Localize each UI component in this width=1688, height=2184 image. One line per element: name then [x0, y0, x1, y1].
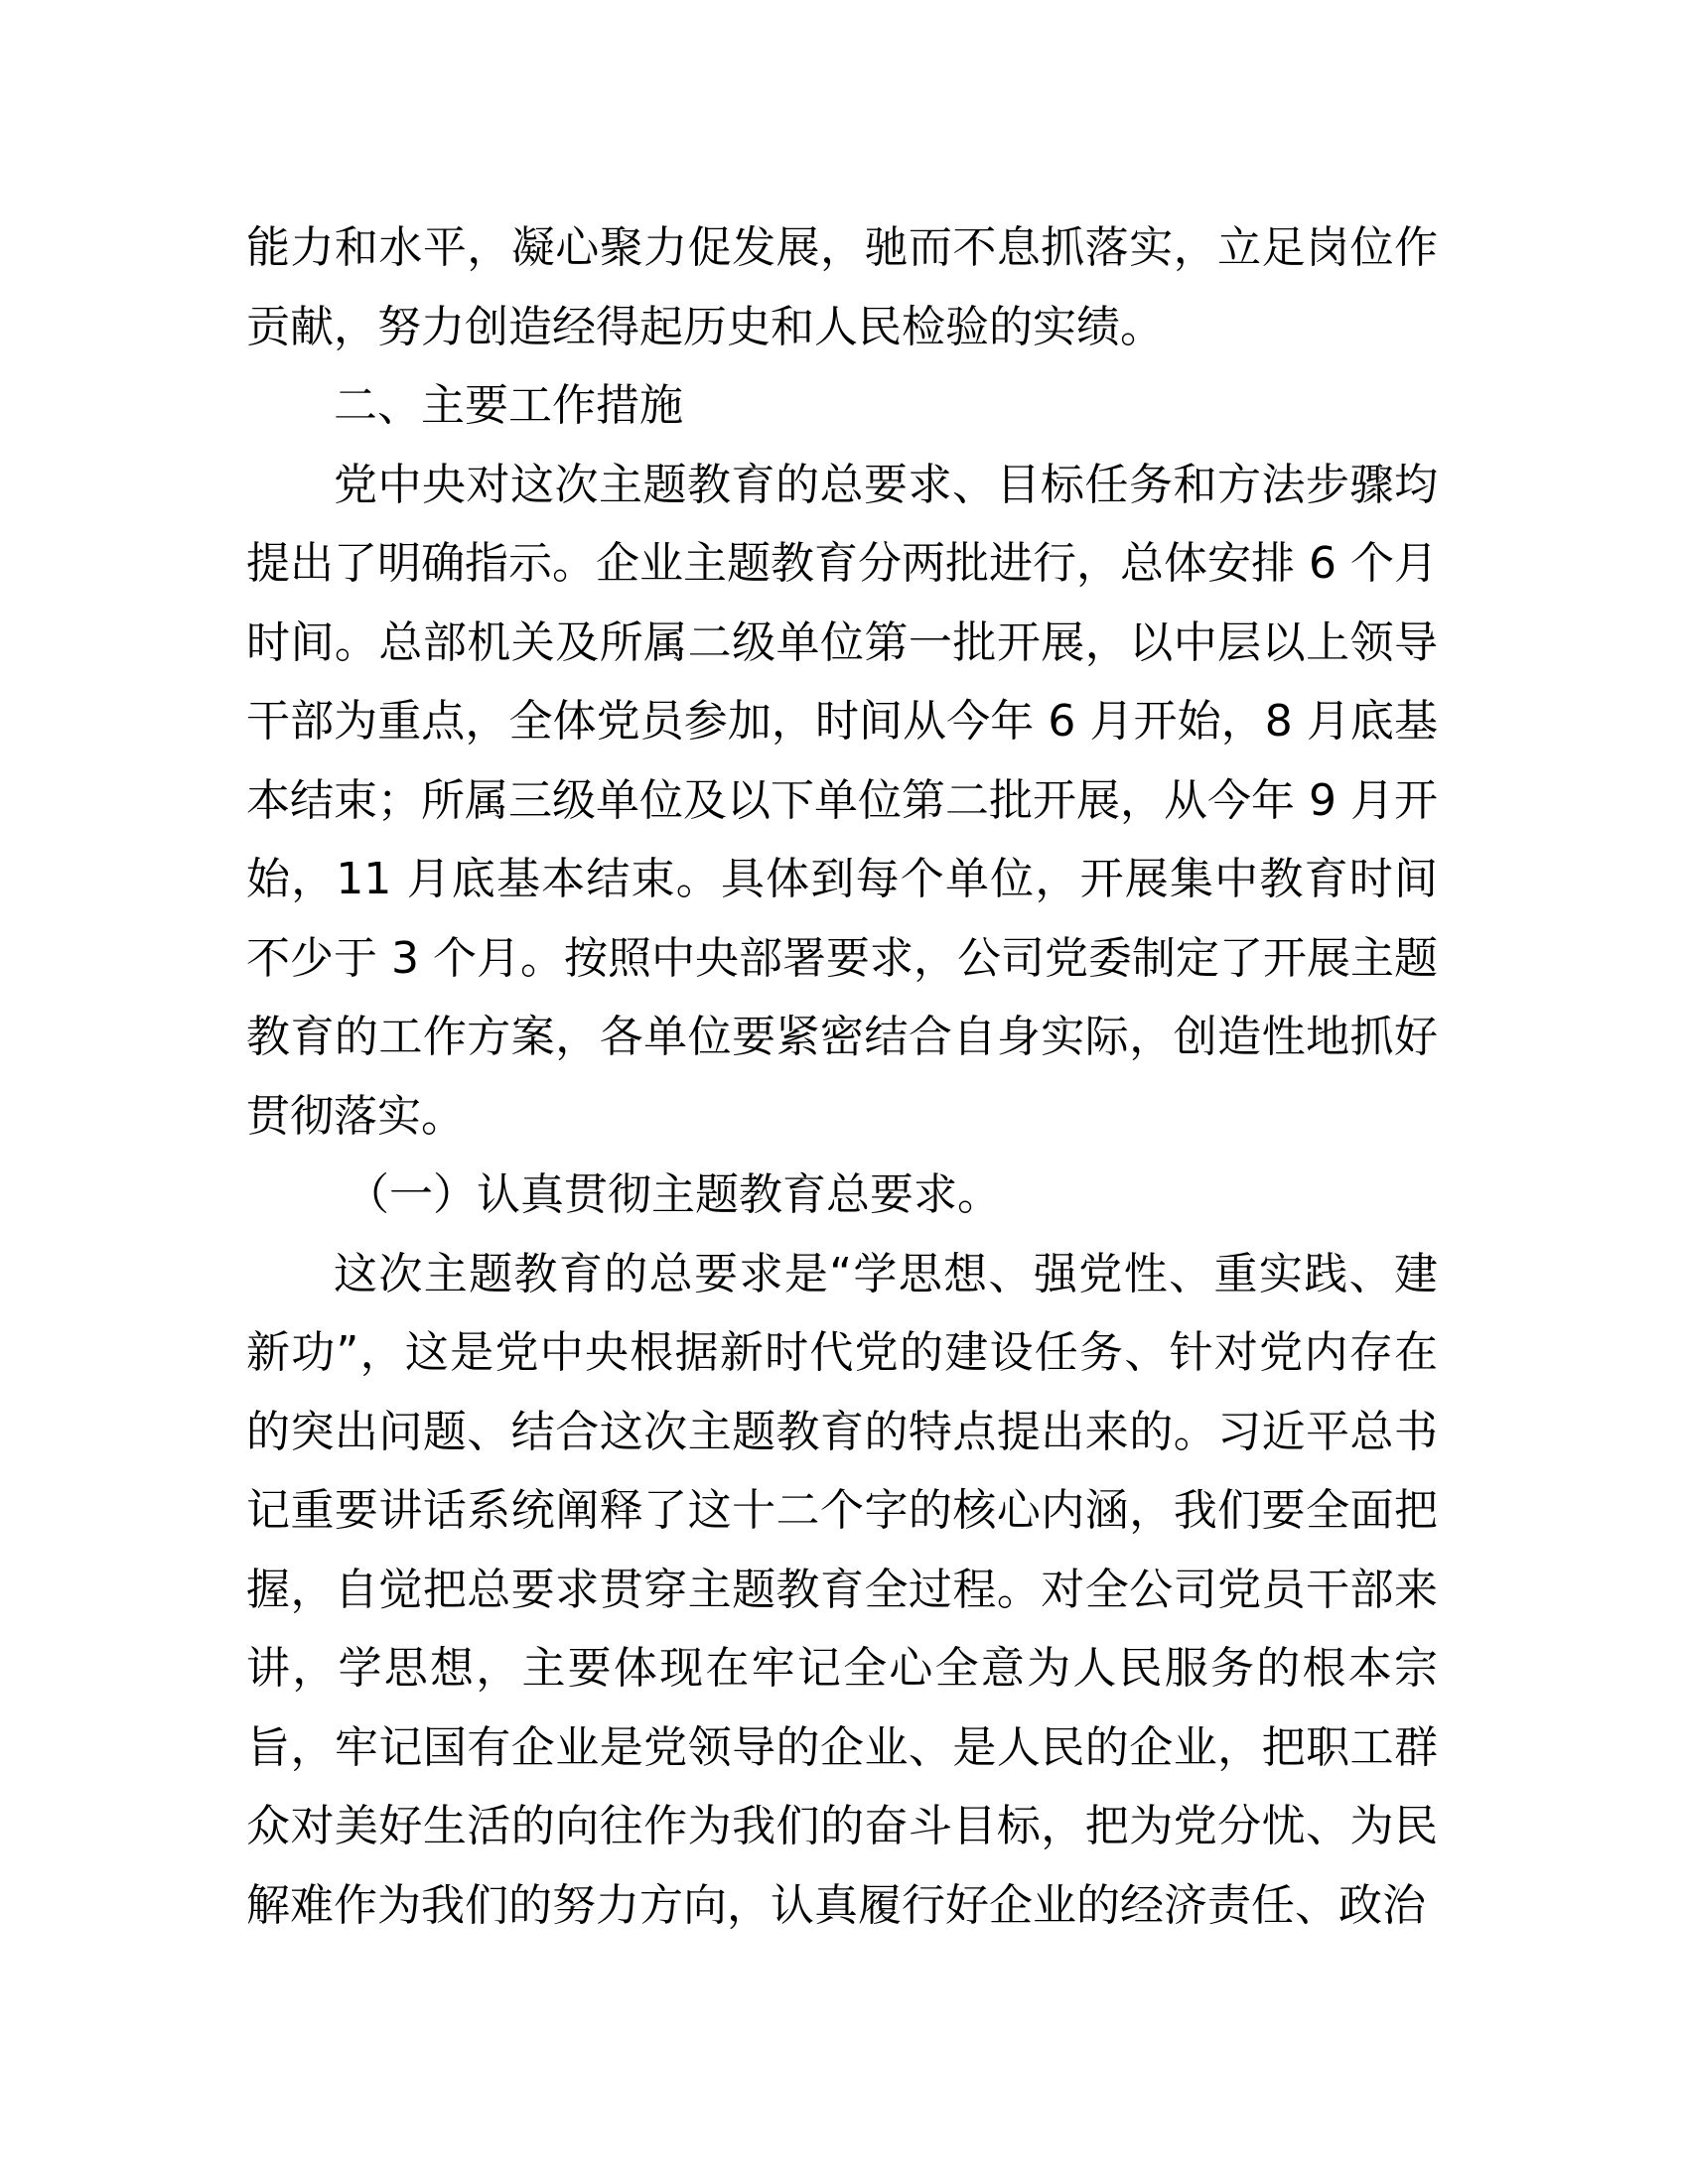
paragraph-general-requirements: 这次主题教育的总要求是“学思想、强党性、重实践、建新功”，这是党中央根据新时代党的建设任务、针对党内存在的突出问题、结合这次主题教育的特点提出来的。习近平总书记重要讲话系统阐释了这十二个字的核心内涵，我们要全面把握，自觉把总要求贯穿主题教育全过程。对全公司党员干部来讲，学思想，主要体现在牢记全心全意为人民服务的根本宗旨，牢记国有企业是党领导的企业、是人民的企业，把职工群众对美好生活的向往作为我们的奋斗目标，把为党分忧、为民解难作为我们的努力方向，认真履行好企业的经济责任、政治 — [246, 1248, 1438, 1931]
document-body — [246, 208, 1438, 1945]
paragraph-measures: 党中央对这次主题教育的总要求、目标任务和方法步骤均提出了明确指示。企业主题教育分两批进行，总体安排 6 个月时间。总部机关及所属二级单位第一批开展，以中层以上领导干部为重点，全体党员参加，时间从今年 6 月开始，8 月底基本结束；所属三级单位及以下单位第二批开展，从今年 9 月开始，11 月底基本结束。具体到每个单位，开展集中教育时间不少于 3 个月。按照中央部署要求，公司党委制定了开展主题教育的工作方案，各单位要紧密结合自身实际，创造性地抓好贯彻落实。 — [246, 459, 1438, 1142]
paragraph-continued: 能力和水平，凝心聚力促发展，驰而不息抓落实，立足岗位作贡献，努力创造经得起历史和人民检验的实绩。 — [246, 222, 1438, 352]
section-heading: 二、主要工作措施 — [334, 380, 683, 431]
sub-heading: （一）认真贯彻主题教育总要求。 — [346, 1169, 1001, 1220]
